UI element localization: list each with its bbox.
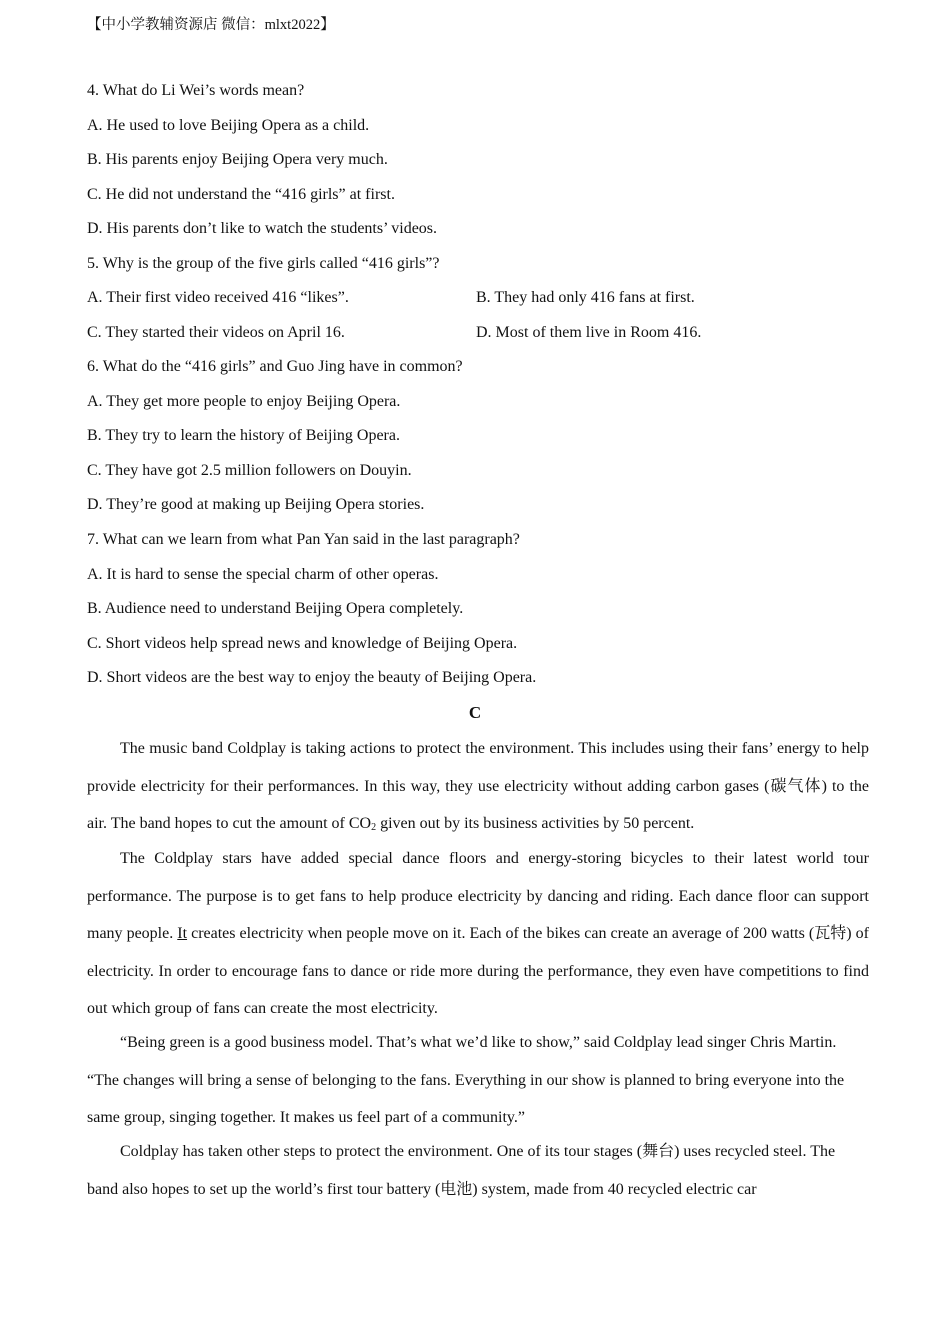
section-heading: C <box>468 703 482 722</box>
passage-paragraph-2 <box>87 840 869 1028</box>
question-6-stem: 6. What do the “416 girls” and Guo Jing have in common? <box>87 358 463 375</box>
passage-paragraph-1 <box>87 730 869 843</box>
question-7-option-a: A. It is hard to sense the special charm of other operas. <box>87 566 439 583</box>
question-4-option-c: C. He did not understand the “416 girls” at first. <box>87 186 395 203</box>
passage-paragraph-2-text-end: creates electricity when people move on it. Each of the bikes can create an average of 200 watts (瓦特) of electricity. In order to encourage fans to dance or ride more during the performance, they even have competitions to find out which group of fans can create the most electricity. <box>87 925 869 1017</box>
co2-subscript: 2 <box>371 822 377 833</box>
passage-paragraph-1-text: The music band Coldplay is taking actions to protect the environment. This includes using their fans’ energy to help provide electricity for their performances. In this way, they use electricity without adding carbon gases (碳气体) to the air. The band hopes to cut the amount of CO <box>87 740 869 832</box>
question-6-option-a: A. They get more people to enjoy Beijing Opera. <box>87 393 401 410</box>
question-5-option-c: C. They started their videos on April 16. <box>87 324 345 341</box>
question-7-option-c: C. Short videos help spread news and knowledge of Beijing Opera. <box>87 635 518 652</box>
passage-paragraph-1-text-end: given out by its business activities by 50 percent. <box>376 815 695 832</box>
question-7-stem: 7. What can we learn from what Pan Yan said in the last paragraph? <box>87 531 520 548</box>
question-6-option-b: B. They try to learn the history of Beijing Opera. <box>87 427 400 444</box>
question-4-stem: 4. What do Li Wei’s words mean? <box>87 82 305 99</box>
underlined-word: It <box>177 925 188 942</box>
passage-paragraph-2-text: The Coldplay stars have added special dance floors and energy-storing bicycles to their latest world tour performance. The purpose is to get fans to help produce electricity by dancing and riding. Each dance floor can support many people. <box>87 850 869 942</box>
page-header: 【中小学教辅资源店 微信：mlxt2022】 <box>87 17 335 33</box>
question-4-option-b: B. His parents enjoy Beijing Opera very much. <box>87 151 388 168</box>
passage-paragraph-4: Coldplay has taken other steps to protect the environment. One of its tour stages (舞台) uses recycled steel. The band also hopes to set up the world’s first tour battery (电池) system, made from 40 recycled electric car <box>87 1143 836 1198</box>
question-7-option-d: D. Short videos are the best way to enjoy the beauty of Beijing Opera. <box>87 669 537 686</box>
passage-paragraph-3: “Being green is a good business model. That’s what we’d like to show,” said Coldplay lead singer Chris Martin. “The changes will bring a sense of belonging to the fans. Everything in our show is planned to bring everyone into the same group, singing together. It makes us feel part of a community.” <box>87 1034 845 1126</box>
question-6-option-d: D. They’re good at making up Beijing Opera stories. <box>87 496 425 513</box>
question-4-option-d: D. His parents don’t like to watch the students’ videos. <box>87 220 438 237</box>
question-7-option-b: B. Audience need to understand Beijing Opera completely. <box>87 600 464 617</box>
question-6-option-c: C. They have got 2.5 million followers on Douyin. <box>87 462 412 479</box>
question-4-option-a: A. He used to love Beijing Opera as a child. <box>87 117 370 134</box>
question-5-option-a: A. Their first video received 416 “likes”. <box>87 289 349 306</box>
question-5-stem: 5. Why is the group of the five girls called “416 girls”? <box>87 255 440 272</box>
question-5-option-d: D. Most of them live in Room 416. <box>476 324 702 341</box>
question-5-option-b: B. They had only 416 fans at first. <box>476 289 695 306</box>
